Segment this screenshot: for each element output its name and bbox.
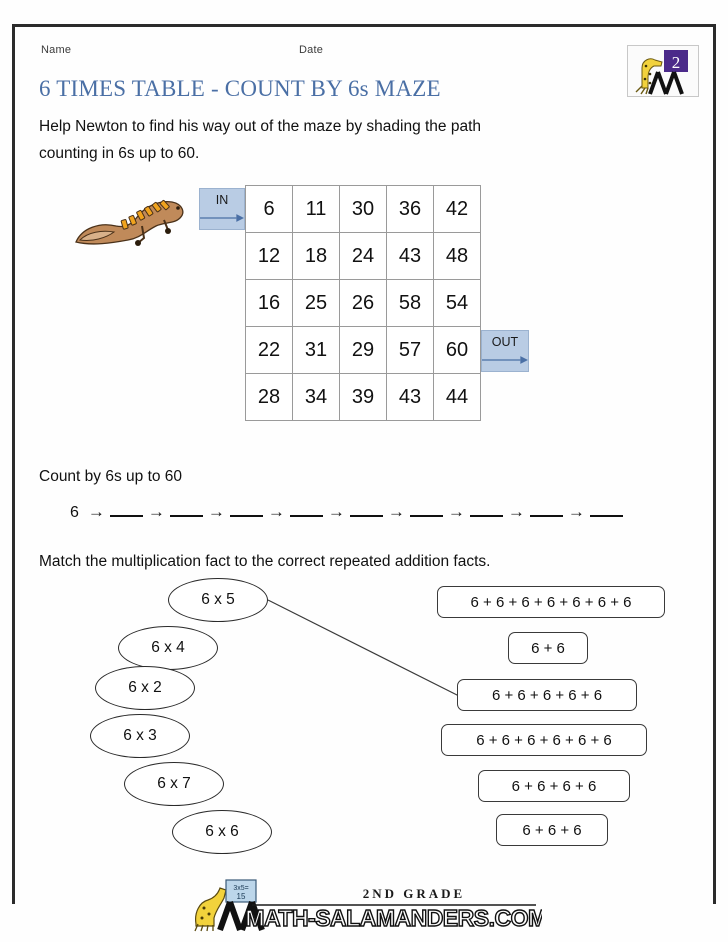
maze-cell[interactable]: 58	[387, 280, 434, 327]
multiplication-fact-oval[interactable]: 6 x 2	[95, 666, 195, 710]
sequence-start-value: 6	[70, 504, 79, 521]
maze-cell[interactable]: 44	[434, 374, 481, 421]
multiplication-fact-oval[interactable]: 6 x 4	[118, 626, 218, 670]
maze-cell[interactable]: 25	[293, 280, 340, 327]
maze-cell[interactable]: 34	[293, 374, 340, 421]
multiplication-fact-oval[interactable]: 6 x 3	[90, 714, 190, 758]
footer-site-text: MATH-SALAMANDERS.COM	[245, 905, 542, 931]
maze-cell[interactable]: 36	[387, 186, 434, 233]
maze-out-label: OUT	[491, 335, 519, 349]
instruction-line-1: Help Newton to find his way out of the maze by shading the path	[39, 118, 482, 135]
name-field-label: Name	[41, 44, 72, 56]
repeated-addition-box[interactable]: 6 + 6 + 6 + 6 + 6	[457, 679, 637, 711]
maze-cell[interactable]: 43	[387, 374, 434, 421]
maze-cell[interactable]: 54	[434, 280, 481, 327]
maze-cell[interactable]: 60	[434, 327, 481, 374]
maze-cell[interactable]: 6	[246, 186, 293, 233]
sequence-arrow-icon: →	[447, 502, 465, 521]
maze-cell[interactable]: 24	[340, 233, 387, 280]
maze-cell[interactable]: 11	[293, 186, 340, 233]
svg-text:3x5=: 3x5=	[233, 885, 249, 892]
sequence-arrow-icon: →	[87, 502, 105, 521]
maze-cell[interactable]: 29	[340, 327, 387, 374]
maze-cell[interactable]: 12	[246, 233, 293, 280]
maze-cell[interactable]: 42	[434, 186, 481, 233]
repeated-addition-box[interactable]: 6 + 6 + 6 + 6 + 6 + 6	[441, 724, 647, 756]
sequence-arrow-icon: →	[567, 502, 585, 521]
svg-text:15: 15	[236, 892, 246, 901]
sequence-arrow-icon: →	[507, 502, 525, 521]
sequence-arrow-icon: →	[147, 502, 165, 521]
maze-cell[interactable]: 18	[293, 233, 340, 280]
maze-cell[interactable]: 39	[340, 374, 387, 421]
sequence-arrow-icon: →	[207, 502, 225, 521]
maze-cell[interactable]: 48	[434, 233, 481, 280]
count-section-heading: Count by 6s up to 60	[39, 468, 183, 485]
salamander-logo-icon	[186, 876, 542, 932]
footer-logo	[186, 876, 542, 932]
maze-cell[interactable]: 43	[387, 233, 434, 280]
page-title: 6 TIMES TABLE - COUNT BY 6s MAZE	[39, 76, 441, 101]
repeated-addition-box[interactable]: 6 + 6 + 6	[496, 814, 608, 846]
maze-cell[interactable]: 28	[246, 374, 293, 421]
match-section-instruction: Match the multiplication fact to the correct repeated addition facts.	[39, 553, 491, 570]
grade-number: 2	[671, 53, 681, 72]
instruction-line-2: counting in 6s up to 60.	[39, 145, 200, 162]
multiplication-fact-oval[interactable]: 6 x 5	[168, 578, 268, 622]
multiplication-fact-oval[interactable]: 6 x 7	[124, 762, 224, 806]
maze-cell[interactable]: 26	[340, 280, 387, 327]
date-field-label: Date	[299, 44, 324, 56]
sequence-arrow-icon: →	[327, 502, 345, 521]
maze-cell[interactable]: 16	[246, 280, 293, 327]
repeated-addition-box[interactable]: 6 + 6 + 6 + 6	[478, 770, 630, 802]
sequence-arrow-icon: →	[387, 502, 405, 521]
maze-cell[interactable]: 31	[293, 327, 340, 374]
sequence-arrow-icon: →	[267, 502, 285, 521]
repeated-addition-box[interactable]: 6 + 6	[508, 632, 588, 664]
repeated-addition-box[interactable]: 6 + 6 + 6 + 6 + 6 + 6 + 6	[437, 586, 665, 618]
maze-cell[interactable]: 22	[246, 327, 293, 374]
maze-in-label: IN	[215, 193, 229, 207]
multiplication-fact-oval[interactable]: 6 x 6	[172, 810, 272, 854]
maze-cell[interactable]: 30	[340, 186, 387, 233]
maze-cell[interactable]: 57	[387, 327, 434, 374]
footer-grade-text: 2ND GRADE	[362, 886, 466, 901]
